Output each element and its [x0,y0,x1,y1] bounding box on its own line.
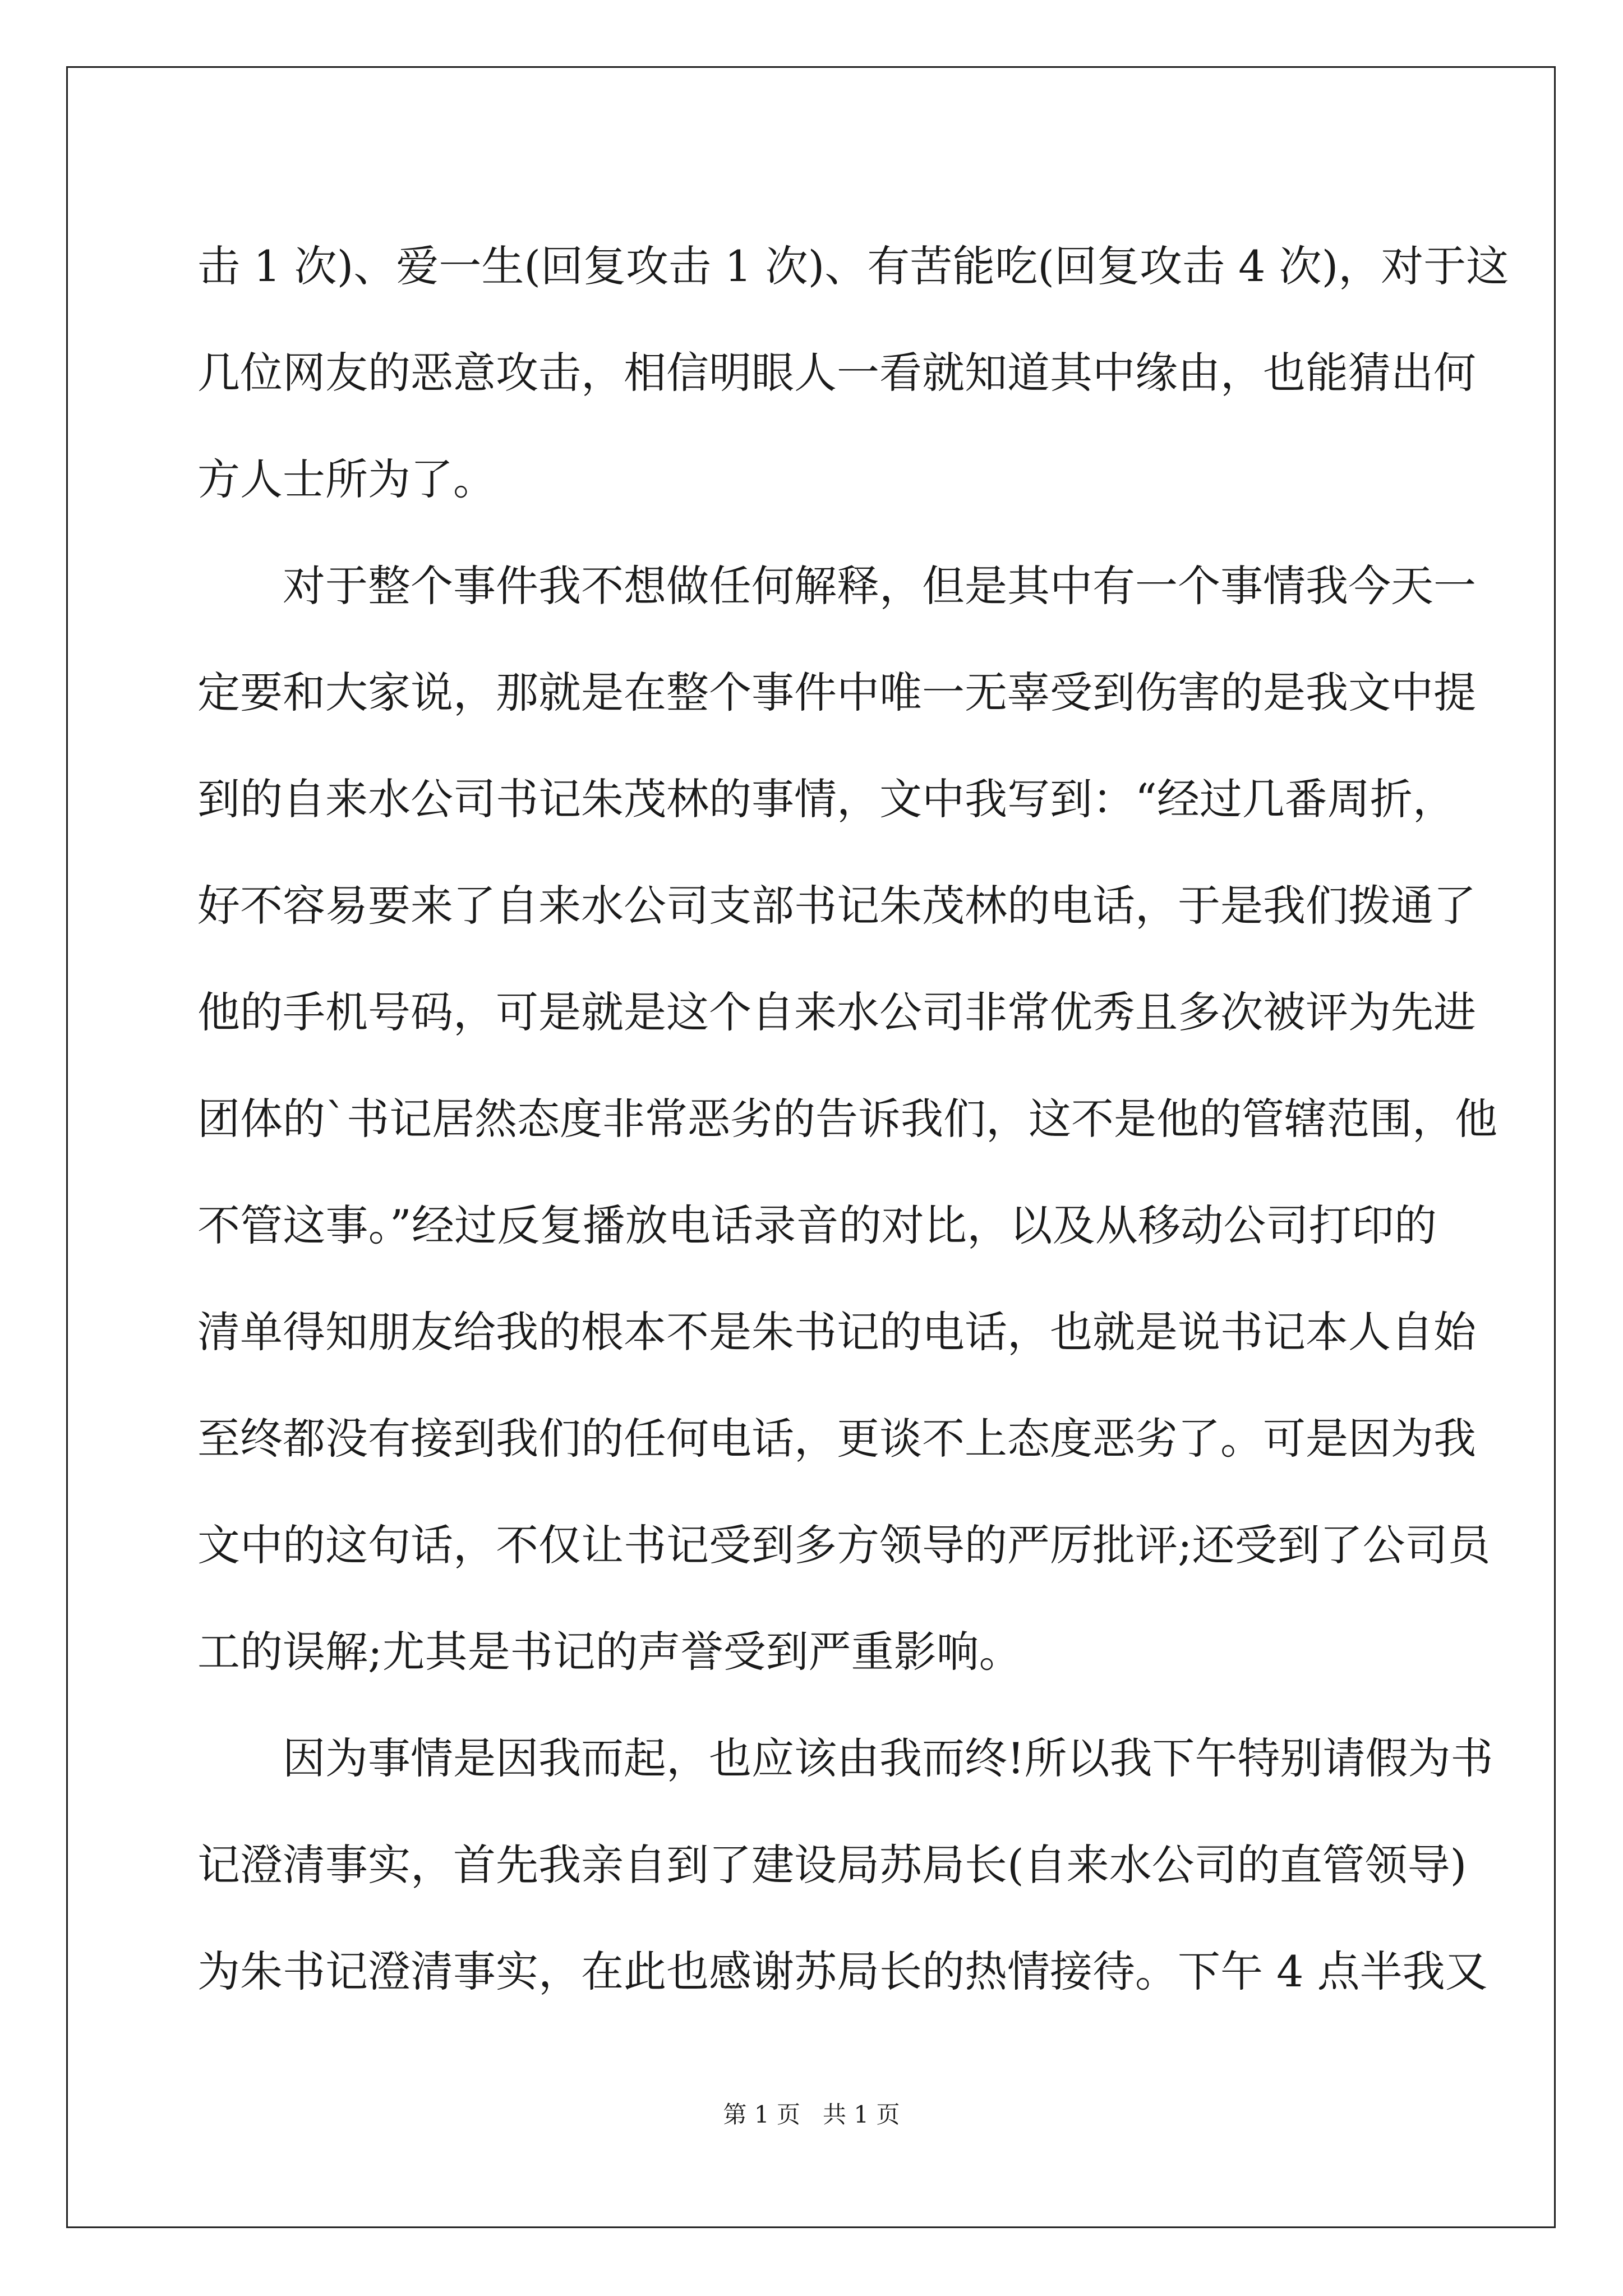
text-line: 工的误解;尤其是书记的声誉受到严重影响。 [197,1627,1022,1677]
text-line: 好不容易要来了自来水公司支部书记朱茂林的电话，于是我们拨通了 [197,881,1476,931]
text-line: 清单得知朋友给我的根本不是朱书记的电话，也就是说书记本人自始 [197,1307,1476,1357]
text-line: 定要和大家说，那就是在整个事件中唯一无辜受到伤害的是我文中提 [197,668,1476,717]
text-line: 对于整个事件我不想做任何解释，但是其中有一个事情我今天一 [197,561,1476,611]
text-line: 因为事情是因我而起，也应该由我而终!所以我下午特别请假为书 [197,1733,1493,1783]
text-line: 几位网友的恶意攻击，相信明眼人一看就知道其中缘由，也能猜出何 [197,348,1476,398]
text-line: 击 1 次)、爱一生(回复攻击 1 次)、有苦能吃(回复攻击 4 次)，对于这 [197,241,1509,291]
text-line: 方人士所为了。 [197,454,496,504]
text-line: 记澄清事实，首先我亲自到了建设局苏局长(自来水公司的直管领导) [197,1840,1467,1890]
page-footer: 第 1 页 共 1 页 [723,2101,900,2128]
text-line: 不管这事。”经过反复播放电话录音的对比，以及从移动公司打印的 [197,1200,1437,1250]
text-line: 至终都没有接到我们的任何电话，更谈不上态度恶劣了。可是因为我 [197,1414,1476,1464]
text-line: 文中的这句话，不仅让书记受到多方领导的严厉批评;还受到了公司员 [197,1520,1491,1570]
text-line: 为朱书记澄清事实，在此也感谢苏局长的热情接待。下午 4 点半我又 [197,1947,1488,1996]
text-line: 到的自来水公司书记朱茂林的事情，文中我写到：“经过几番周折， [197,774,1455,824]
text-line: 团体的`书记居然态度非常恶劣的告诉我们，这不是他的管辖范围，他 [197,1094,1497,1144]
text-line: 他的手机号码，可是就是这个自来水公司非常优秀且多次被评为先进 [197,987,1476,1037]
document-body [197,213,1509,2025]
